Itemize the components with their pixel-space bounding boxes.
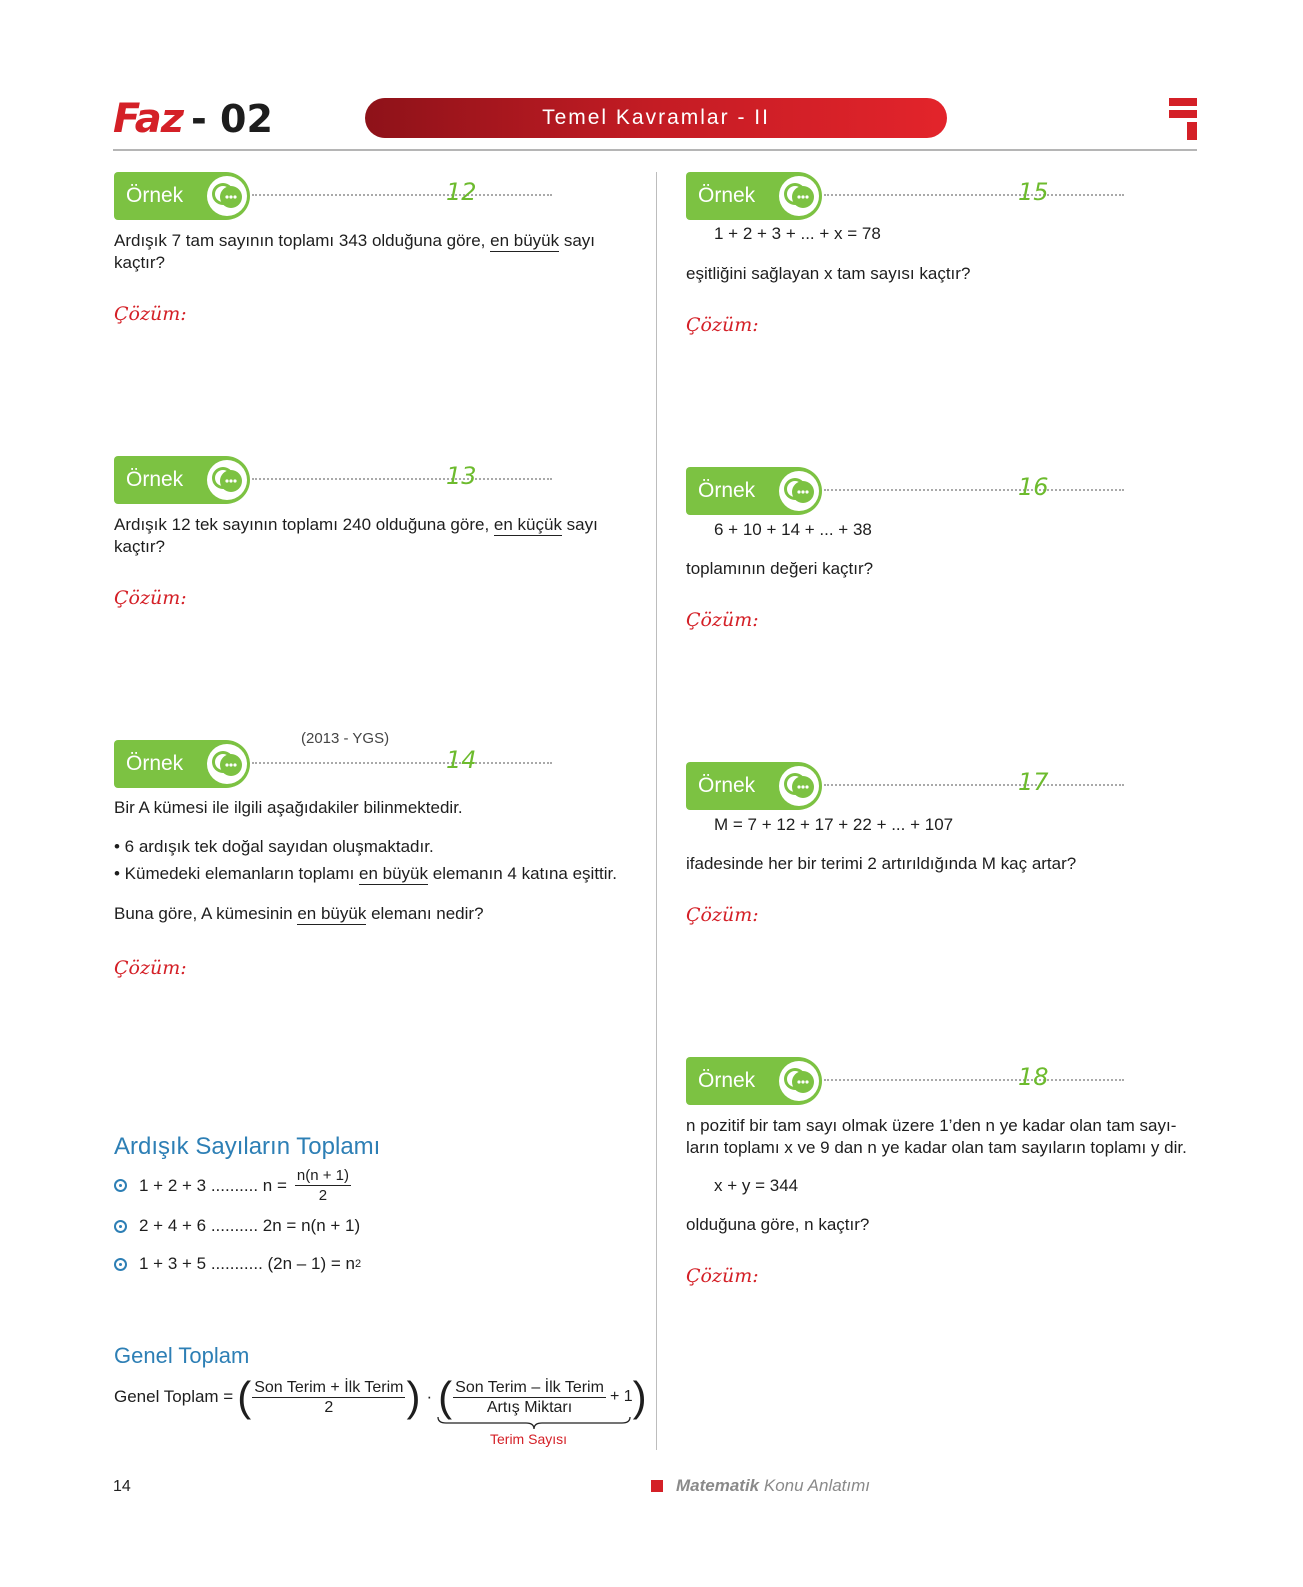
header-divider	[113, 149, 1197, 151]
example-16-header	[686, 467, 1086, 515]
example-15-equation: 1 + 2 + 3 + ... + x = 78	[714, 224, 881, 243]
example-number: 14	[446, 746, 477, 774]
solution-label: Çözüm:	[686, 314, 759, 336]
general-sum-formula: Genel Toplam = ( $\frac{\text{Son Terim + İlk Terim}}{2}$ ) · ( $\frac{\text{Son Terim – İlk Terim}}{\text{Artış Miktarı}}$ + 1 )	[114, 1373, 647, 1420]
example-number: 12	[446, 178, 477, 206]
logo-number: - 02	[191, 97, 273, 141]
example-badge	[686, 172, 822, 220]
badge-label: Örnek	[698, 479, 756, 502]
example-13-question: Ardışık 12 tek sayının toplamı 240 olduğuna göre, en küçük sayı kaçtır?	[114, 515, 598, 556]
example-badge	[114, 456, 250, 504]
solution-label: Çözüm:	[686, 1265, 759, 1287]
solution-label: Çözüm:	[114, 587, 187, 609]
example-18-header	[686, 1057, 1086, 1105]
example-14-question: Buna göre, A kümesinin en büyük elemanı nedir?	[114, 904, 484, 923]
emphasis-underline: en büyük	[297, 904, 367, 923]
dotted-leader	[824, 489, 1124, 491]
example-17-equation: M = 7 + 12 + 17 + 22 + ... + 107	[714, 815, 954, 834]
chat-bubbles-icon	[778, 765, 820, 807]
section-title-consecutive-sums: Ardışık Sayıların Toplamı	[114, 1133, 381, 1160]
right-paren: )	[632, 1373, 647, 1420]
badge-label: Örnek	[126, 184, 184, 207]
page-number: 14	[113, 1478, 131, 1495]
chat-bubbles-icon	[778, 470, 820, 512]
example-number: 18	[1018, 1063, 1049, 1091]
left-paren: (	[237, 1373, 252, 1420]
example-16-equation: 6 + 10 + 14 + ... + 38	[714, 520, 872, 539]
example-12-question: Ardışık 7 tam sayının toplamı 343 olduğuna göre, en büyük sayı kaçtır?	[114, 231, 596, 272]
faz-logo	[113, 98, 273, 140]
chat-bubbles-icon	[778, 1060, 820, 1102]
example-18-text-line-1: n pozitif bir tam sayı olmak üzere 1’den n ye kadar olan tam sayı-	[686, 1116, 1177, 1135]
solution-label: Çözüm:	[686, 609, 759, 631]
dotted-leader	[824, 784, 1124, 786]
solution-label: Çözüm:	[686, 904, 759, 926]
dotted-leader	[824, 1079, 1124, 1081]
solution-label: Çözüm:	[114, 303, 187, 325]
term-count-label: Terim Sayısı	[490, 1431, 568, 1447]
example-18-equation: x + y = 344	[714, 1176, 799, 1195]
badge-label: Örnek	[698, 184, 756, 207]
example-badge	[114, 740, 250, 788]
section-title-general-sum: Genel Toplam	[114, 1343, 250, 1368]
emphasis-underline: en büyük	[359, 864, 429, 883]
target-bullet-icon	[114, 1258, 127, 1271]
footer-square-icon	[651, 1480, 663, 1492]
badge-label: Örnek	[698, 774, 756, 797]
example-13-header	[114, 456, 514, 504]
underbrace-icon	[436, 1416, 632, 1430]
example-16-question: toplamının değeri kaçtır?	[686, 559, 874, 578]
right-paren: )	[406, 1373, 421, 1420]
example-14-bullet-2: • Kümedeki elemanların toplamı en büyük elemanın 4 katına eşittir.	[114, 864, 618, 883]
dotted-leader	[252, 478, 552, 480]
fraction-term-count: $\frac{\text{Son Terim – İlk Terim}}{\text{Artış Miktarı}}$	[455, 1378, 604, 1416]
emphasis-underline: en küçük	[493, 515, 562, 534]
logo-faz-text: Faz	[113, 96, 184, 142]
column-divider	[656, 172, 657, 1450]
dotted-leader	[252, 762, 552, 764]
example-15-header	[686, 172, 1086, 220]
example-number: 17	[1018, 768, 1049, 796]
example-18-question: olduğuna göre, n kaçtır?	[686, 1215, 870, 1234]
source-tag: (2013 - YGS)	[301, 730, 390, 747]
fraction: $\frac{n(n + 1)}{2}$	[296, 1167, 350, 1204]
solution-label: Çözüm:	[114, 957, 187, 979]
sum-formula-1: 1 + 2 + 3 .......... n = $\frac{n(n + 1)}{2}$	[114, 1166, 351, 1205]
badge-label: Örnek	[126, 752, 184, 775]
sum-formula-2: 2 + 4 + 6 .......... 2n = n(n + 1)	[114, 1216, 360, 1236]
example-17-header	[686, 762, 1086, 810]
example-18-text-line-2: ların toplamı x ve 9 dan n ye kadar olan tam sayıların toplamı y dir.	[686, 1138, 1187, 1157]
brand-mark-icon	[1169, 98, 1197, 140]
left-paren: (	[438, 1373, 453, 1420]
sum-formula-3: 1 + 3 + 5 ........... (2n – 1) = n 2	[114, 1254, 361, 1274]
example-number: 15	[1018, 178, 1049, 206]
target-bullet-icon	[114, 1220, 127, 1233]
chat-bubbles-icon	[206, 743, 248, 785]
example-14-bullet-1: • 6 ardışık tek doğal sayıdan oluşmaktadır.	[114, 837, 434, 856]
badge-label: Örnek	[698, 1069, 756, 1092]
book-title: Matematik Konu Anlatımı	[676, 1476, 871, 1495]
example-number: 13	[446, 462, 477, 490]
chat-bubbles-icon	[206, 175, 248, 217]
fraction-average: $\frac{\text{Son Terim + İlk Terim}}{2}$	[254, 1378, 404, 1416]
example-14-intro: Bir A kümesi ile ilgili aşağıdakiler bilinmektedir.	[114, 798, 463, 817]
target-bullet-icon	[114, 1179, 127, 1192]
example-15-question: eşitliğini sağlayan x tam sayısı kaçtır?	[686, 264, 971, 283]
dotted-leader	[252, 194, 552, 196]
example-number: 16	[1018, 473, 1049, 501]
example-badge	[686, 467, 822, 515]
chapter-title: Temel Kavramlar - II	[365, 98, 947, 138]
example-17-question: ifadesinde her bir terimi 2 artırıldığında M kaç artar?	[686, 854, 1077, 873]
emphasis-underline: en büyük	[490, 231, 560, 250]
example-14-header	[114, 730, 514, 788]
example-badge	[114, 172, 250, 220]
chat-bubbles-icon	[778, 175, 820, 217]
dotted-leader	[824, 194, 1124, 196]
chat-bubbles-icon	[206, 459, 248, 501]
example-badge	[686, 1057, 822, 1105]
example-12-header	[114, 172, 514, 220]
badge-label: Örnek	[126, 468, 184, 491]
example-badge	[686, 762, 822, 810]
